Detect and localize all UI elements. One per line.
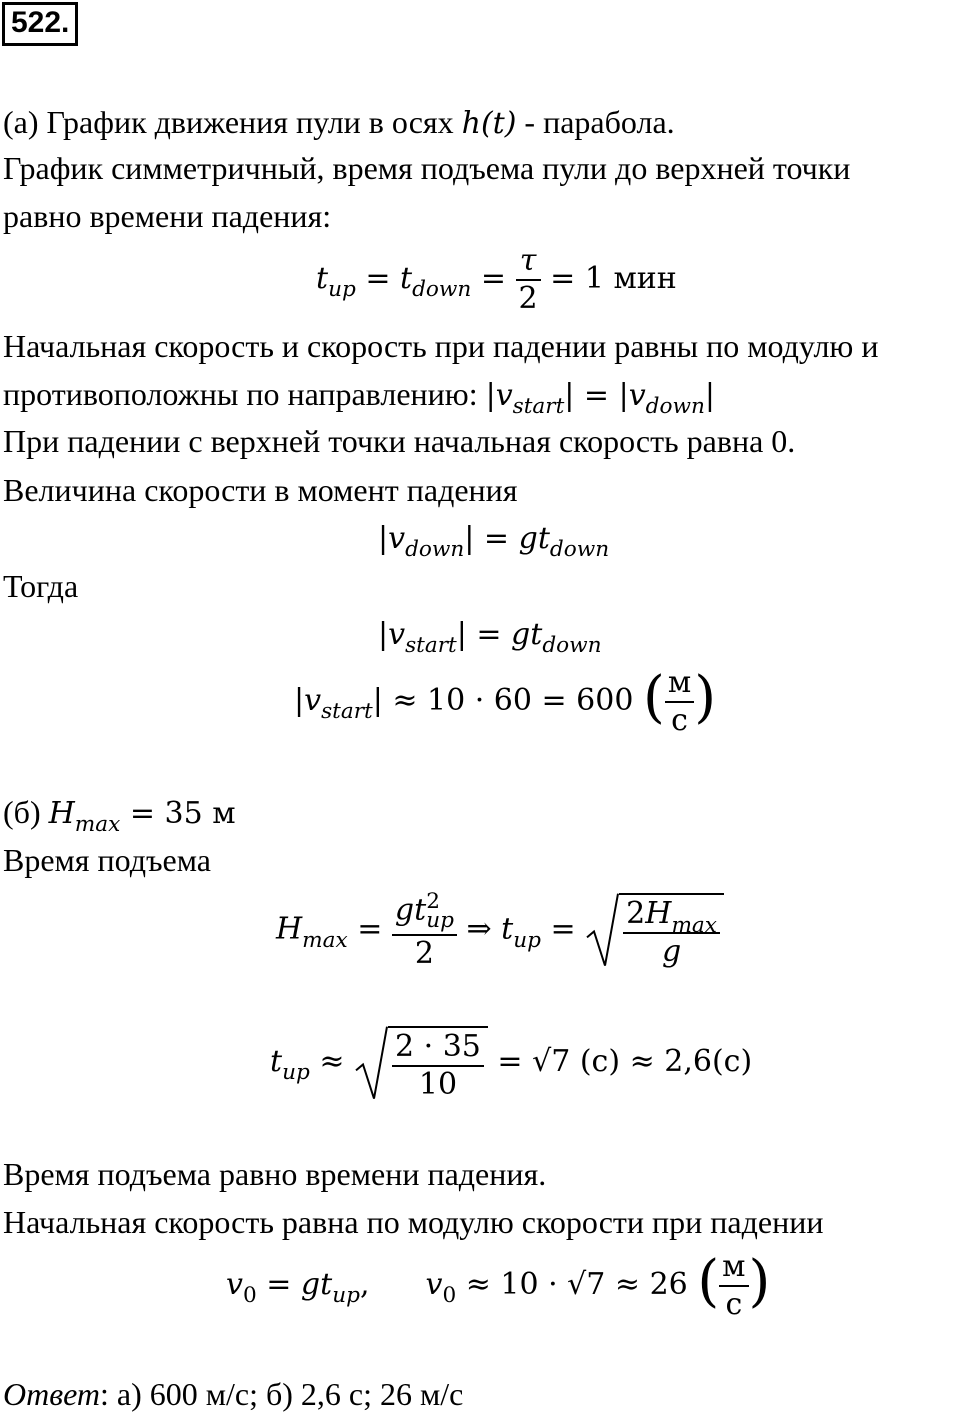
g-t-squared-over-two: gt 2 up 2 <box>392 892 457 969</box>
formula-v-start-value: $|v_{start}| \approx 10 \cdot 60 = 600$ ( $\frac{м}{с}$ ) <box>294 665 717 738</box>
part-b-line-4: Начальная скорость равна по модулю скорости при падении <box>3 1204 824 1240</box>
h-of-t-math: h(t) <box>461 106 517 141</box>
formula-h-max-t-up: $H_{max}$ = gt 2 up 2 ⇒ $t_{up}$ = $\frac{2H_{max}}{g}$ <box>276 892 724 969</box>
formula-v-start: $|v_{start}| = gt_{down}$ <box>378 617 602 659</box>
formula-t-up-down: $t_{up} = t_{down}$ = $\frac{\tau}{2}$ = 1 мин <box>316 243 677 316</box>
part-a-line-7: Величина скорости в момент падения <box>3 472 518 508</box>
unit-m-per-s-fraction: $\frac{м}{с}$ <box>665 668 694 736</box>
part-a-line-4: Начальная скорость и скорость при падении равны по модулю и <box>3 328 879 364</box>
answer-label: Ответ <box>3 1376 100 1412</box>
unit-m-per-s-fraction-2: $\frac{м}{с}$ <box>719 1252 748 1320</box>
sqrt-2-35-over-10: $\frac{2 \cdot 35}{10}$ <box>354 1026 488 1100</box>
formula-abs-equal: $|v_{start}| = |v_{down}|$ <box>485 378 715 420</box>
part-a-line-6: При падении с верхней точки начальная скорость равна 0. <box>3 423 796 459</box>
formula-v-down: $|v_{down}| = gt_{down}$ <box>378 521 610 563</box>
formula-v0: $v_0 = gt_{up}$, $v_0 \approx 10 \cdot √7 \approx 26$ ( $\frac{м}{с}$ ) <box>226 1249 771 1322</box>
formula-t-up-value: $t_{up}$ ≈ $\frac{2 \cdot 35}{10}$ = √7 (с) ≈ 2,6(с) <box>270 1026 752 1100</box>
part-b-line-2: Время подъема <box>3 842 211 878</box>
sqrt-2h-over-g: $\frac{2H_{max}}{g}$ <box>585 893 724 967</box>
part-a-line-1 <box>3 106 675 139</box>
problem-number-box: 522. <box>2 2 78 46</box>
part-a-line-3: равно времени падения: <box>3 198 332 234</box>
part-a-line-2: График симметричный, время подъема пули до верхней точки <box>3 150 851 186</box>
answer-text: : а) 600 м/с; б) 2,6 с; 26 м/с <box>100 1376 464 1412</box>
part-a-line-8: Тогда <box>3 568 79 604</box>
part-a-line-5: противоположны по направлению: $|v_{start}| = |v_{down}|$ <box>3 376 715 420</box>
answer-line <box>3 1378 463 1410</box>
part-a-intro-tail: - парабола. <box>516 104 675 140</box>
part-a-intro-text: (а) График движения пули в осях <box>3 104 462 140</box>
tau-over-two-fraction: $\frac{\tau}{2}$ <box>516 246 541 314</box>
part-b-line-1: (б) $H_{max} = 35$ м <box>3 794 236 838</box>
part-b-line-3: Время подъема равно времени падения. <box>3 1156 547 1192</box>
